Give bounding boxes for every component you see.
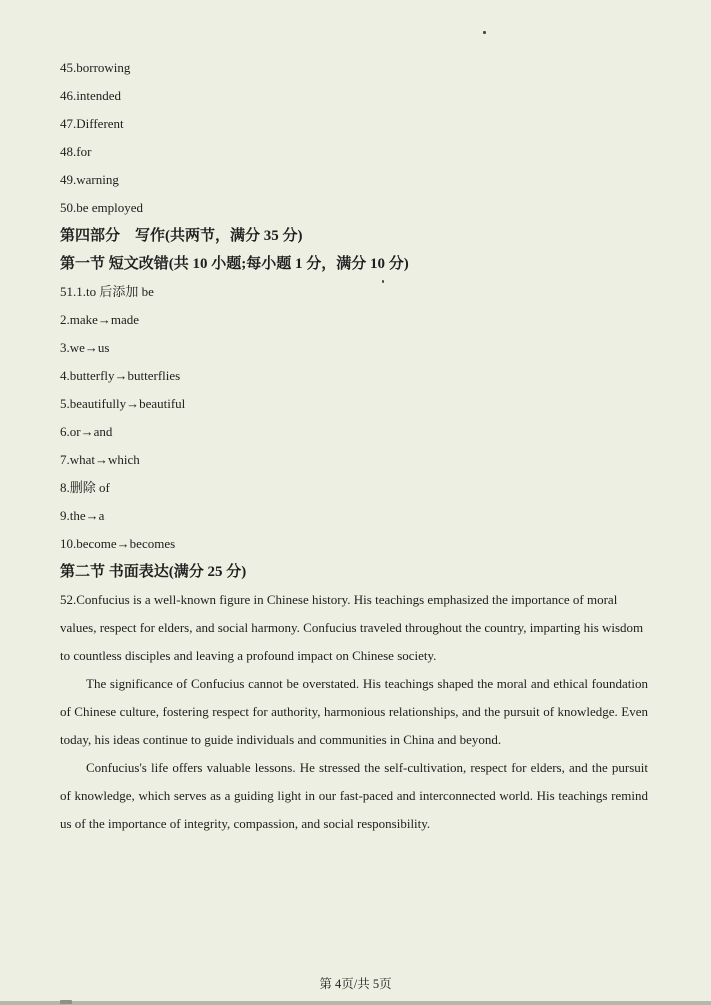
scan-speck [382,280,384,283]
essay-paragraph: 52.Confucius is a well-known figure in Chinese history. His teachings emphasized the importance of moral values, respect for elders, and social harmony. Confucius traveled throughout the country, imparting his wisdom to countless disciples and leaving a profound impact on Chinese society. [60,592,644,663]
essay-paragraph: The significance of Confucius cannot be overstated. His teachings shaped the moral and ethical foundation of Chinese culture, fostering respect for authority, harmonious relationships, and the pursuit of knowledge. Even today, his ideas continue to guide individuals and communities in China and beyond. [60,676,648,747]
page-footer: 第 4页/共 5页 [319,977,392,991]
essay-paragraph: Confucius's life offers valuable lessons. He stressed the self-cultivation, respect for elders, and the pursuit of knowledge, which serves as a guiding light in our fast-paced and interconnected world. His teachings remind us of the importance of integrity, compassion, and social responsibility. [60,760,648,831]
correction-line: 8.删除 of [60,480,110,495]
scan-speck [60,1000,72,1004]
correction-line: 4.butterfly→butterflies [60,368,181,383]
correction-line: 9.the→a [60,508,105,523]
section-heading-part4: 第四部分 写作(共两节，满分 35 分) [60,228,303,244]
correction-line: 10.become→becomes [60,536,176,551]
fill-answer-line: 48.for [60,144,92,159]
scan-speck [483,31,486,34]
section-heading-correction: 第一节 短文改错(共 10 小题;每小题 1 分，满分 10 分) [60,256,409,272]
correction-line: 7.what→which [60,452,140,467]
fill-answer-line: 47.Different [60,116,124,131]
correction-line: 2.make→made [60,312,140,327]
scan-bottom-strip [0,1001,711,1005]
fill-answer-line: 50.be employed [60,200,144,215]
correction-line: 6.or→and [60,424,113,439]
correction-line: 5.beautifully→beautiful [60,396,186,411]
fill-answer-line: 45.borrowing [60,60,131,75]
fill-answer-line: 46.intended [60,88,122,103]
document-body [60,54,648,838]
correction-line: 51.1.to 后添加 be [60,284,154,299]
correction-line: 3.we→us [60,340,110,355]
fill-answer-line: 49.warning [60,172,119,187]
section-heading-writing: 第二节 书面表达(满分 25 分) [60,564,247,580]
